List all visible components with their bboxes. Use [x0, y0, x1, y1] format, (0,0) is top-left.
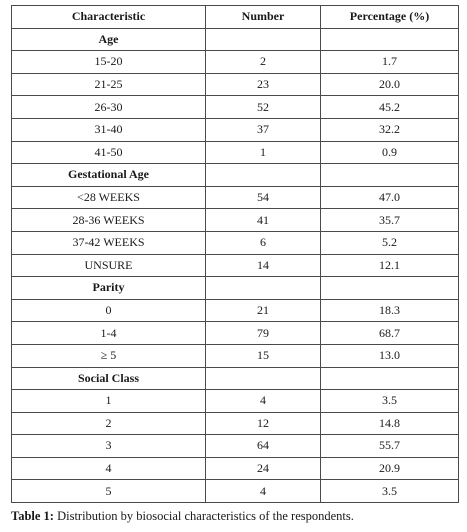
table-row [12, 299, 459, 322]
cell-number: 1 [206, 141, 321, 164]
cell-number: 54 [206, 186, 321, 209]
table-row [12, 96, 459, 119]
cell-characteristic: 26-30 [12, 96, 206, 119]
cell-percentage: 3.5 [321, 390, 459, 413]
cell-number: 4 [206, 390, 321, 413]
section-row [12, 164, 459, 187]
cell-percentage: 55.7 [321, 435, 459, 458]
empty-cell [206, 164, 321, 187]
cell-percentage: 13.0 [321, 344, 459, 367]
table-row [12, 141, 459, 164]
section-label: Parity [12, 277, 206, 300]
section-row [12, 367, 459, 390]
cell-percentage: 14.8 [321, 412, 459, 435]
cell-percentage: 12.1 [321, 254, 459, 277]
cell-characteristic: 4 [12, 457, 206, 480]
cell-percentage: 32.2 [321, 118, 459, 141]
cell-characteristic: 21-25 [12, 73, 206, 96]
cell-characteristic: 41-50 [12, 141, 206, 164]
empty-cell [206, 367, 321, 390]
caption-label: Table 1: [11, 509, 54, 523]
cell-percentage: 18.3 [321, 299, 459, 322]
biosocial-table [11, 5, 459, 503]
empty-cell [206, 28, 321, 51]
cell-number: 37 [206, 118, 321, 141]
cell-characteristic: 3 [12, 435, 206, 458]
cell-characteristic: 1-4 [12, 322, 206, 345]
cell-characteristic: 15-20 [12, 51, 206, 74]
cell-characteristic: 37-42 WEEKS [12, 231, 206, 254]
cell-number: 79 [206, 322, 321, 345]
empty-cell [321, 277, 459, 300]
cell-number: 64 [206, 435, 321, 458]
cell-percentage: 20.9 [321, 457, 459, 480]
cell-characteristic: 0 [12, 299, 206, 322]
section-label: Age [12, 28, 206, 51]
cell-percentage: 3.5 [321, 480, 459, 503]
cell-percentage: 5.2 [321, 231, 459, 254]
table-row [12, 344, 459, 367]
empty-cell [321, 367, 459, 390]
table-body [12, 28, 459, 502]
cell-characteristic: <28 WEEKS [12, 186, 206, 209]
table-caption [11, 509, 354, 524]
cell-number: 14 [206, 254, 321, 277]
cell-characteristic: 31-40 [12, 118, 206, 141]
cell-number: 24 [206, 457, 321, 480]
caption-text: Distribution by biosocial characteristics of the respondents. [53, 509, 354, 523]
table-row [12, 118, 459, 141]
cell-number: 12 [206, 412, 321, 435]
table-row [12, 186, 459, 209]
table-header-row [12, 6, 459, 29]
header-number: Number [206, 6, 321, 29]
cell-number: 23 [206, 73, 321, 96]
cell-characteristic: UNSURE [12, 254, 206, 277]
cell-percentage: 20.0 [321, 73, 459, 96]
cell-characteristic: 28-36 WEEKS [12, 209, 206, 232]
table-row [12, 209, 459, 232]
empty-cell [321, 164, 459, 187]
cell-number: 15 [206, 344, 321, 367]
cell-percentage: 47.0 [321, 186, 459, 209]
cell-characteristic: 2 [12, 412, 206, 435]
cell-number: 4 [206, 480, 321, 503]
cell-characteristic: 1 [12, 390, 206, 413]
section-row [12, 277, 459, 300]
table-row [12, 480, 459, 503]
cell-number: 21 [206, 299, 321, 322]
table-row [12, 322, 459, 345]
cell-number: 52 [206, 96, 321, 119]
cell-percentage: 35.7 [321, 209, 459, 232]
table-row [12, 51, 459, 74]
cell-number: 2 [206, 51, 321, 74]
header-percentage: Percentage (%) [321, 6, 459, 29]
section-row [12, 28, 459, 51]
cell-percentage: 1.7 [321, 51, 459, 74]
cell-percentage: 68.7 [321, 322, 459, 345]
table-row [12, 435, 459, 458]
empty-cell [321, 28, 459, 51]
header-characteristic: Characteristic [12, 6, 206, 29]
cell-characteristic: 5 [12, 480, 206, 503]
section-label: Social Class [12, 367, 206, 390]
cell-percentage: 0.9 [321, 141, 459, 164]
cell-number: 6 [206, 231, 321, 254]
cell-percentage: 45.2 [321, 96, 459, 119]
empty-cell [206, 277, 321, 300]
section-label: Gestational Age [12, 164, 206, 187]
cell-characteristic: ≥ 5 [12, 344, 206, 367]
table-row [12, 457, 459, 480]
cell-number: 41 [206, 209, 321, 232]
table-row [12, 412, 459, 435]
table-row [12, 231, 459, 254]
table-row [12, 254, 459, 277]
table-row [12, 390, 459, 413]
table-row [12, 73, 459, 96]
